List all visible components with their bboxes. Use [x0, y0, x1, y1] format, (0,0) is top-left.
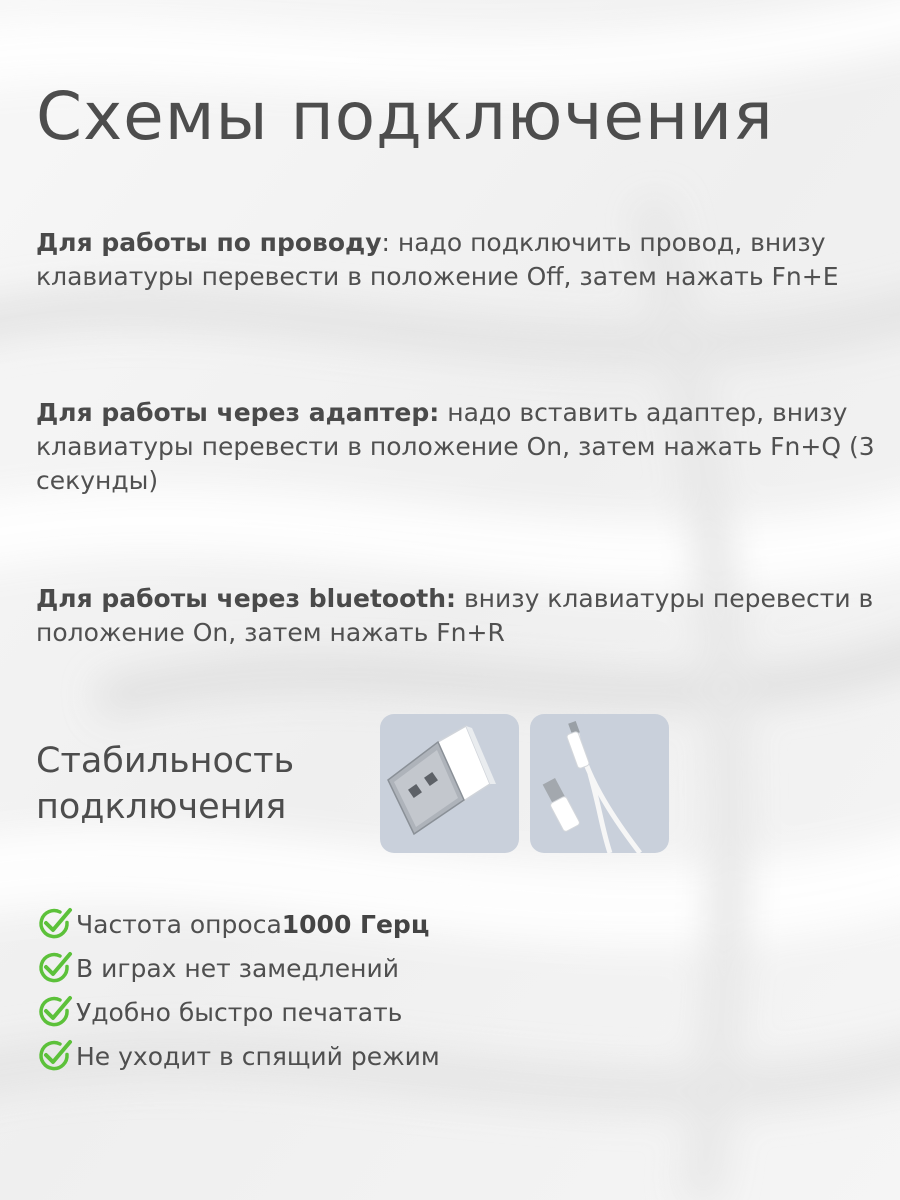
feature-text: Удобно быстро печатать: [76, 997, 403, 1027]
check-circle-icon: [36, 905, 74, 943]
feature-item: [36, 902, 440, 946]
feature-list: [36, 902, 440, 1078]
adapter-label: Для работы через адаптер:: [36, 398, 440, 427]
feature-item: [36, 990, 440, 1034]
stability-line1: Стабильность: [36, 741, 295, 781]
bluetooth-text: внизу клавиатуры перевести в положение On, затем нажать Fn+R: [36, 584, 874, 647]
feature-value: 1000 Герц: [281, 909, 430, 939]
stability-line2: подключения: [36, 787, 287, 827]
stability-heading: [36, 738, 294, 830]
usb-adapter-image: [380, 714, 519, 853]
check-circle-icon: [36, 993, 74, 1031]
feature-text: В играх нет замедлений: [76, 953, 399, 983]
wired-instructions: [36, 226, 876, 294]
wired-label: Для работы по проводу: [36, 228, 382, 257]
feature-text: Не уходит в спящий режим: [76, 1041, 440, 1071]
bluetooth-instructions: [36, 582, 876, 650]
feature-item: [36, 946, 440, 990]
check-circle-icon: [36, 949, 74, 987]
feature-item: [36, 1034, 440, 1078]
wired-text: : надо подключить провод, внизу клавиатуры перевести в положение Off, затем нажать Fn+E: [36, 228, 839, 291]
adapter-instructions: [36, 396, 876, 498]
page-title: Схемы подключения: [36, 78, 774, 155]
feature-text: Частота опроса: [76, 909, 282, 939]
adapter-text: надо вставить адаптер, внизу клавиатуры перевести в положение On, затем нажать Fn+Q (3 секунды): [36, 398, 875, 495]
check-circle-icon: [36, 1037, 74, 1075]
usb-cable-image: [530, 714, 669, 853]
bluetooth-label: Для работы через bluetooth:: [36, 584, 456, 613]
